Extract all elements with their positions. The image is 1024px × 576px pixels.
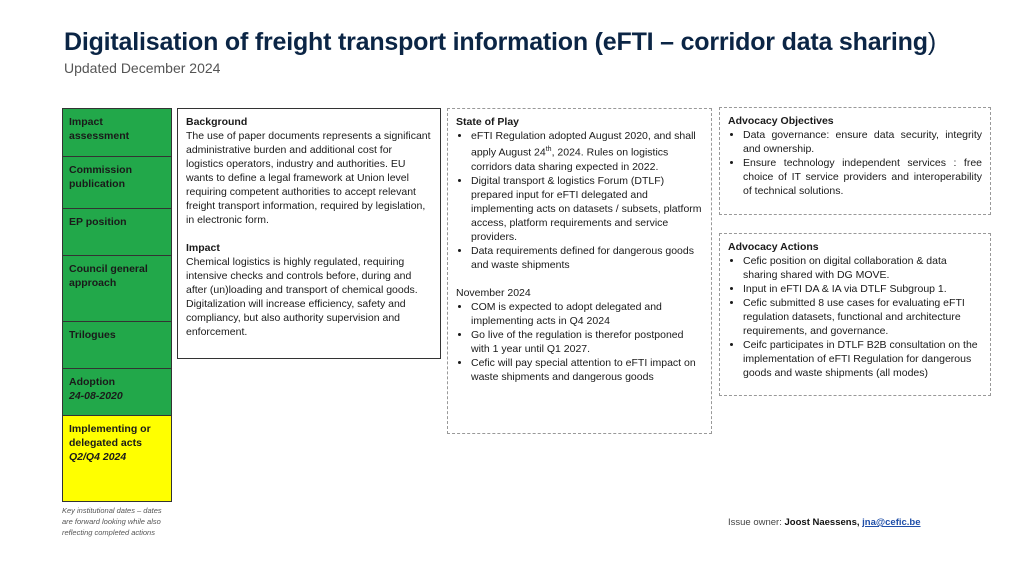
stage-label: Council general approach	[69, 263, 148, 289]
stage-council-general-approach	[62, 255, 172, 321]
advocacy-actions-list	[728, 254, 982, 380]
timeline-note: Key institutional dates – dates are forward looking while also reflecting completed actions	[62, 506, 162, 537]
list-item: • Ensure technology independent services : free choice of IT service providers and interoperability of technical solutions.	[743, 156, 982, 198]
advocacy-actions-panel	[719, 233, 991, 396]
issue-owner-name: Joost Naessens,	[784, 517, 860, 528]
stage-label: EP position	[69, 216, 127, 228]
stage-label: Implementing or delegated acts	[69, 423, 151, 449]
list-item: • Go live of the regulation is therefor postponed with 1 year until Q1 2027.	[471, 328, 703, 356]
stage-impact-assessment	[62, 108, 172, 156]
stage-label: Commission publication	[69, 164, 133, 190]
list-item: • Cefic submitted 8 use cases for evaluating eFTI regulation datasets, functional and architecture requirements, and governance.	[743, 296, 982, 338]
stage-commission-publication	[62, 156, 172, 208]
background-heading: Background	[186, 116, 248, 128]
list-item: • Digital transport & logistics Forum (DTLF) prepared input for eFTI delegated and implementing acts on datasets / subsets, platform access, platform requirements and service providers.	[471, 174, 703, 244]
list-item: • Data requirements defined for dangerous goods and waste shipments	[471, 244, 703, 272]
stage-label: Adoption	[69, 376, 116, 388]
stage-timeline	[62, 108, 172, 502]
issue-owner: Issue owner: Joost Naessens, jna@cefic.be	[728, 517, 921, 528]
stage-adoption	[62, 368, 172, 415]
stage-implementing-acts	[62, 415, 172, 502]
background-panel	[177, 108, 441, 359]
advocacy-objectives-heading: Advocacy Objectives	[728, 115, 834, 127]
november-list	[456, 300, 703, 384]
list-item: • Cefic position on digital collaboration & data sharing shared with DG MOVE.	[743, 254, 982, 282]
advocacy-actions-heading: Advocacy Actions	[728, 241, 819, 253]
issue-owner-label: Issue owner	[728, 517, 780, 528]
stage-date: 24-08-2020	[69, 390, 123, 402]
page-title	[64, 28, 936, 57]
stage-ep-position	[62, 208, 172, 255]
advocacy-objectives-list	[728, 128, 982, 198]
list-item: • Data governance: ensure data security, integrity and ownership.	[743, 128, 982, 156]
list-item: • Cefic will pay special attention to eFTI impact on waste shipments and dangerous goods	[471, 356, 703, 384]
impact-text: Chemical logistics is highly regulated, requiring intensive checks and controls before, during and after (un)loading and transport of chemical goods. Digitalization will increase efficiency, safety and compliancy, but also authority supervision and enforcement.	[186, 256, 418, 338]
advocacy-objectives-panel	[719, 107, 991, 215]
state-of-play-list	[456, 129, 703, 272]
state-of-play-panel	[447, 108, 712, 434]
state-of-play-heading: State of Play	[456, 116, 520, 128]
background-text: The use of paper documents represents a significant administrative burden and additional cost for logistics operators, industry and authorities. EU wants to define a legal framework at Union level requiring competent authorities to accept relevant freight transport information, required by legislation, in electronic form.	[186, 130, 431, 226]
issue-owner-email-link[interactable]: jna@cefic.be	[862, 517, 921, 528]
stage-trilogues	[62, 321, 172, 368]
november-heading: November 2024	[456, 286, 531, 299]
stage-label: Impact assessment	[69, 116, 130, 142]
list-item: • COM is expected to adopt delegated and implementing acts in Q4 2024	[471, 300, 703, 328]
impact-heading: Impact	[186, 242, 220, 254]
stage-date: Q2/Q4 2024	[69, 451, 127, 463]
stage-label: Trilogues	[69, 329, 116, 341]
list-item: • Ceifc participates in DTLF B2B consultation on the implementation of eFTI Regulation for dangerous goods and waste shipments (all modes)	[743, 338, 982, 380]
title-close-paren: )	[927, 28, 936, 56]
list-item: • eFTI Regulation adopted August 2020, and shall apply August 24th, 2024. Rules on logistics corridors data sharing expected in 2022.	[471, 129, 703, 174]
title-main: Digitalisation of freight transport information (eFTI – corridor data sharing	[64, 28, 928, 56]
list-item: • Input in eFTI DA & IA via DTLF Subgroup 1.	[743, 282, 982, 296]
page-subtitle: Updated December 2024	[64, 60, 221, 76]
